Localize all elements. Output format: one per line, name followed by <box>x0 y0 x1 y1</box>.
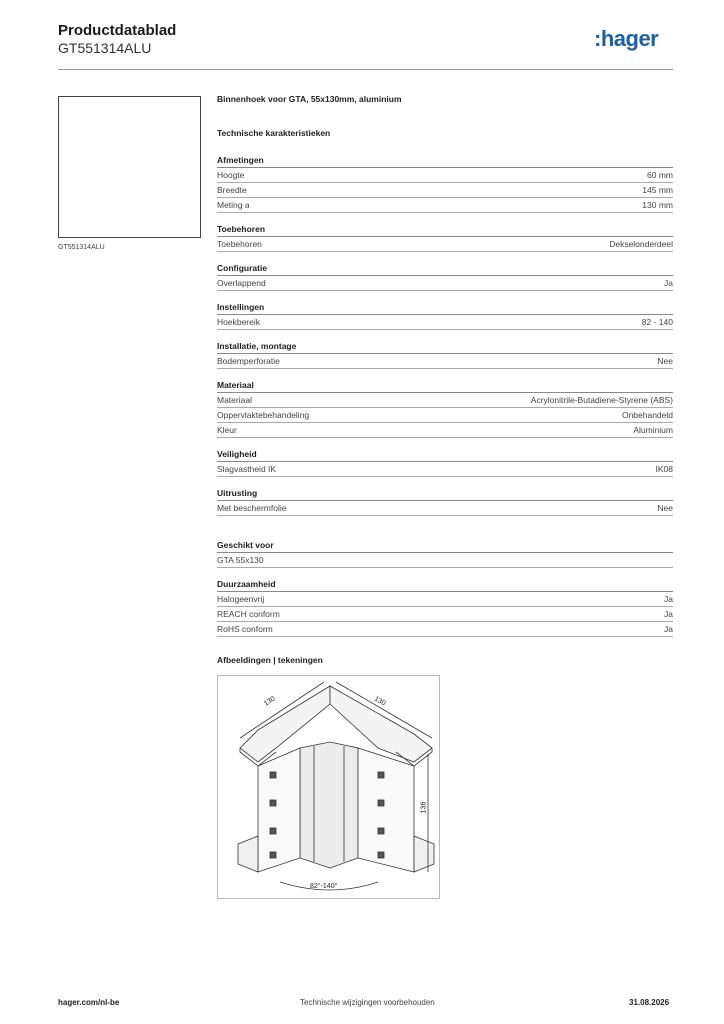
spec-row: Toebehoren Dekselonderdeel <box>217 237 673 252</box>
spec-row: Materiaal Acrylonitrile-Butadiene-Styrene (ABS) <box>217 393 673 408</box>
section-installatie <box>217 341 673 369</box>
spec-row: Overlappend Ja <box>217 276 673 291</box>
section-afmetingen <box>217 155 673 213</box>
product-code: GT551314ALU <box>58 40 152 56</box>
section-title: Uitrusting <box>217 488 673 501</box>
technical-drawing <box>217 675 440 899</box>
section-uitrusting <box>217 488 673 516</box>
section-title: Afmetingen <box>217 155 673 168</box>
spec-row: RoHS conform Ja <box>217 622 673 637</box>
spec-row: Slagvastheid IK IK08 <box>217 462 673 477</box>
section-materiaal <box>217 380 673 438</box>
spec-row: Halogeenvrij Ja <box>217 592 673 607</box>
spec-row: Hoekbereik 82 - 140 <box>217 315 673 330</box>
spec-row: Hoogte 60 mm <box>217 168 673 183</box>
drawings-heading: Afbeeldingen | tekeningen <box>217 655 323 665</box>
section-title: Geschikt voor <box>217 540 673 553</box>
section-instellingen <box>217 302 673 330</box>
section-title: Configuratie <box>217 263 673 276</box>
angle-label: 82°-140° <box>310 883 338 890</box>
spec-row: GTA 55x130 <box>217 553 673 568</box>
spec-row: Breedte 145 mm <box>217 183 673 198</box>
spec-row: Kleur Aluminium <box>217 423 673 438</box>
dim-height-label: 136 <box>420 801 428 814</box>
product-image <box>58 96 201 238</box>
spec-row: Meting a 130 mm <box>217 198 673 213</box>
footer-disclaimer: Technische wijzigingen voorbehouden <box>300 998 435 1007</box>
section-title: Instellingen <box>217 302 673 315</box>
spec-row: Oppervlaktebehandeling Onbehandeld <box>217 408 673 423</box>
tech-heading: Technische karakteristieken <box>217 128 331 138</box>
section-duurzaamheid <box>217 579 673 637</box>
section-title: Installatie, montage <box>217 341 673 354</box>
section-veiligheid <box>217 449 673 477</box>
section-configuratie <box>217 263 673 291</box>
product-image-caption: GT551314ALU <box>58 244 105 251</box>
spec-content <box>217 94 673 665</box>
section-title: Toebehoren <box>217 224 673 237</box>
section-title: Veiligheid <box>217 449 673 462</box>
spec-row: REACH conform Ja <box>217 607 673 622</box>
section-title: Duurzaamheid <box>217 579 673 592</box>
hager-logo: :hager <box>594 26 659 51</box>
spec-row: Bodemperforatie Nee <box>217 354 673 369</box>
page-title: Productdatablad <box>58 22 177 39</box>
spec-row: Met beschermfolie Nee <box>217 501 673 516</box>
dim-right-label: 130 <box>373 695 387 708</box>
section-geschikt-voor <box>217 540 673 568</box>
section-toebehoren <box>217 224 673 252</box>
section-title: Materiaal <box>217 380 673 393</box>
product-description: Binnenhoek voor GTA, 55x130mm, aluminium <box>217 94 402 104</box>
corner-drawing-svg <box>218 676 439 898</box>
header-divider <box>58 69 673 70</box>
footer-date: 31.08.2026 <box>629 998 670 1007</box>
footer-website[interactable]: hager.com/nl-be <box>58 998 120 1007</box>
dim-left-label: 130 <box>263 695 277 708</box>
